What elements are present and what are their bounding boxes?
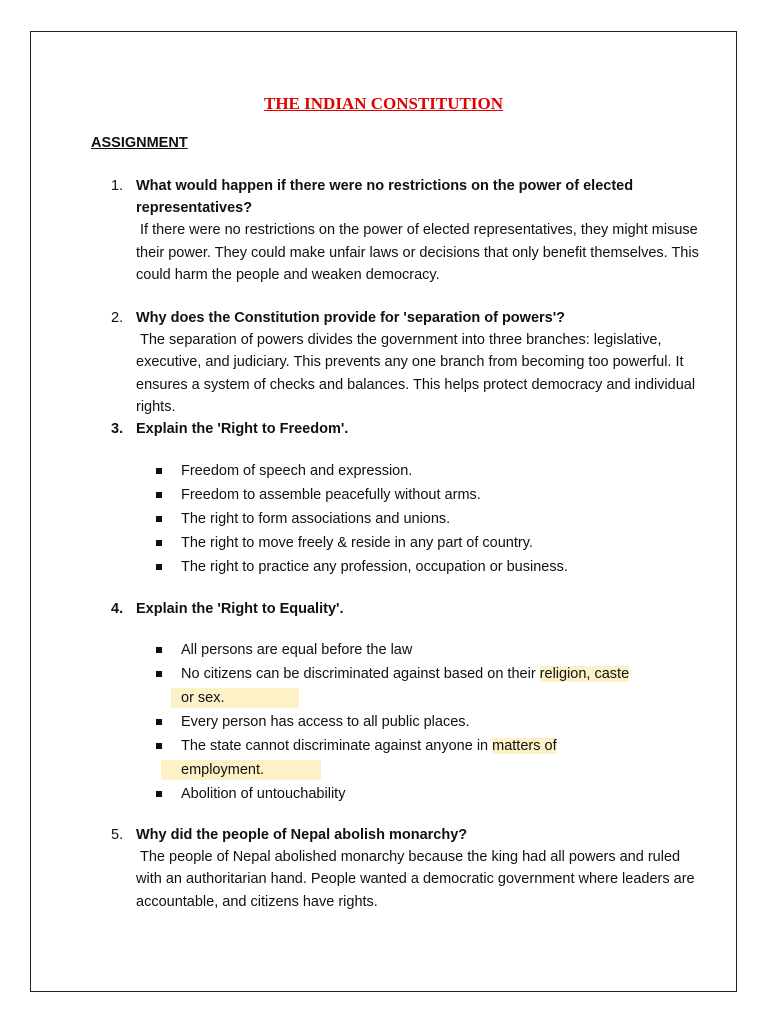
list-item: No citizens can be discriminated against based on their religion, caste or sex. [156,662,716,710]
question-text: What would happen if there were no restrictions on the power of elected representatives? [136,178,634,217]
list-item: The right to form associations and unions. [156,507,716,531]
question-4 [111,598,701,620]
question-text: Why did the people of Nepal abolish monarchy? [136,827,468,843]
list-item: All persons are equal before the law [156,638,716,662]
question-number: 3. [111,421,124,437]
question-2 [111,307,701,418]
question-number: 2. [111,310,124,326]
list-item: Abolition of untouchability [156,782,716,806]
list-item: Every person has access to all public places. [156,710,716,734]
highlighted-text: matters of [492,738,557,754]
bullet-icon [156,647,162,653]
list-item: The right to practice any profession, occupation or business. [156,555,716,579]
highlighted-text: religion, caste [539,666,630,682]
bullet-icon [156,791,162,797]
question-5 [111,824,701,913]
bullet-icon [156,564,162,570]
answer-text: The people of Nepal abolished monarchy because the king had all powers and ruled with an authoritarian hand. People wanted a democratic government where leaders are accountable, and citizens have rights. [136,849,695,910]
bullet-icon [156,540,162,546]
question-1 [111,175,701,286]
bullet-icon [156,468,162,474]
highlighted-text: employment. [181,762,265,778]
bullet-icon [156,743,162,749]
question-3 [111,418,701,440]
question-number: 4. [111,601,124,617]
bullet-icon [156,492,162,498]
bullet-icon [156,719,162,725]
page-title: THE INDIAN CONSTITUTION [264,94,503,113]
question-number: 1. [111,178,124,194]
highlighted-text: or sex. [181,690,225,706]
list-item: Freedom of speech and expression. [156,459,716,483]
assignment-heading: ASSIGNMENT [91,135,188,151]
bullet-icon [156,671,162,677]
question-number: 5. [111,827,124,843]
list-item: The right to move freely & reside in any part of country. [156,531,716,555]
list-item: The state cannot discriminate against anyone in matters of employment. [156,734,716,782]
answer-text: The separation of powers divides the government into three branches: legislative, executive, and judiciary. This prevents any one branch from becoming too powerful. It ensures a system of checks and balances. This helps protect democracy and individual rights. [136,332,696,415]
question-text: Why does the Constitution provide for 'separation of powers'? [136,310,566,326]
question-text: Explain the 'Right to Equality'. [136,601,344,617]
document-page [30,31,737,992]
answer-text: If there were no restrictions on the power of elected representatives, they might misuse their power. They could make unfair laws or decisions that only benefit themselves. This could harm the people and weaken democracy. [136,222,699,283]
bullet-icon [156,516,162,522]
list-item: Freedom to assemble peacefully without arms. [156,483,716,507]
question-text: Explain the 'Right to Freedom'. [136,421,349,437]
